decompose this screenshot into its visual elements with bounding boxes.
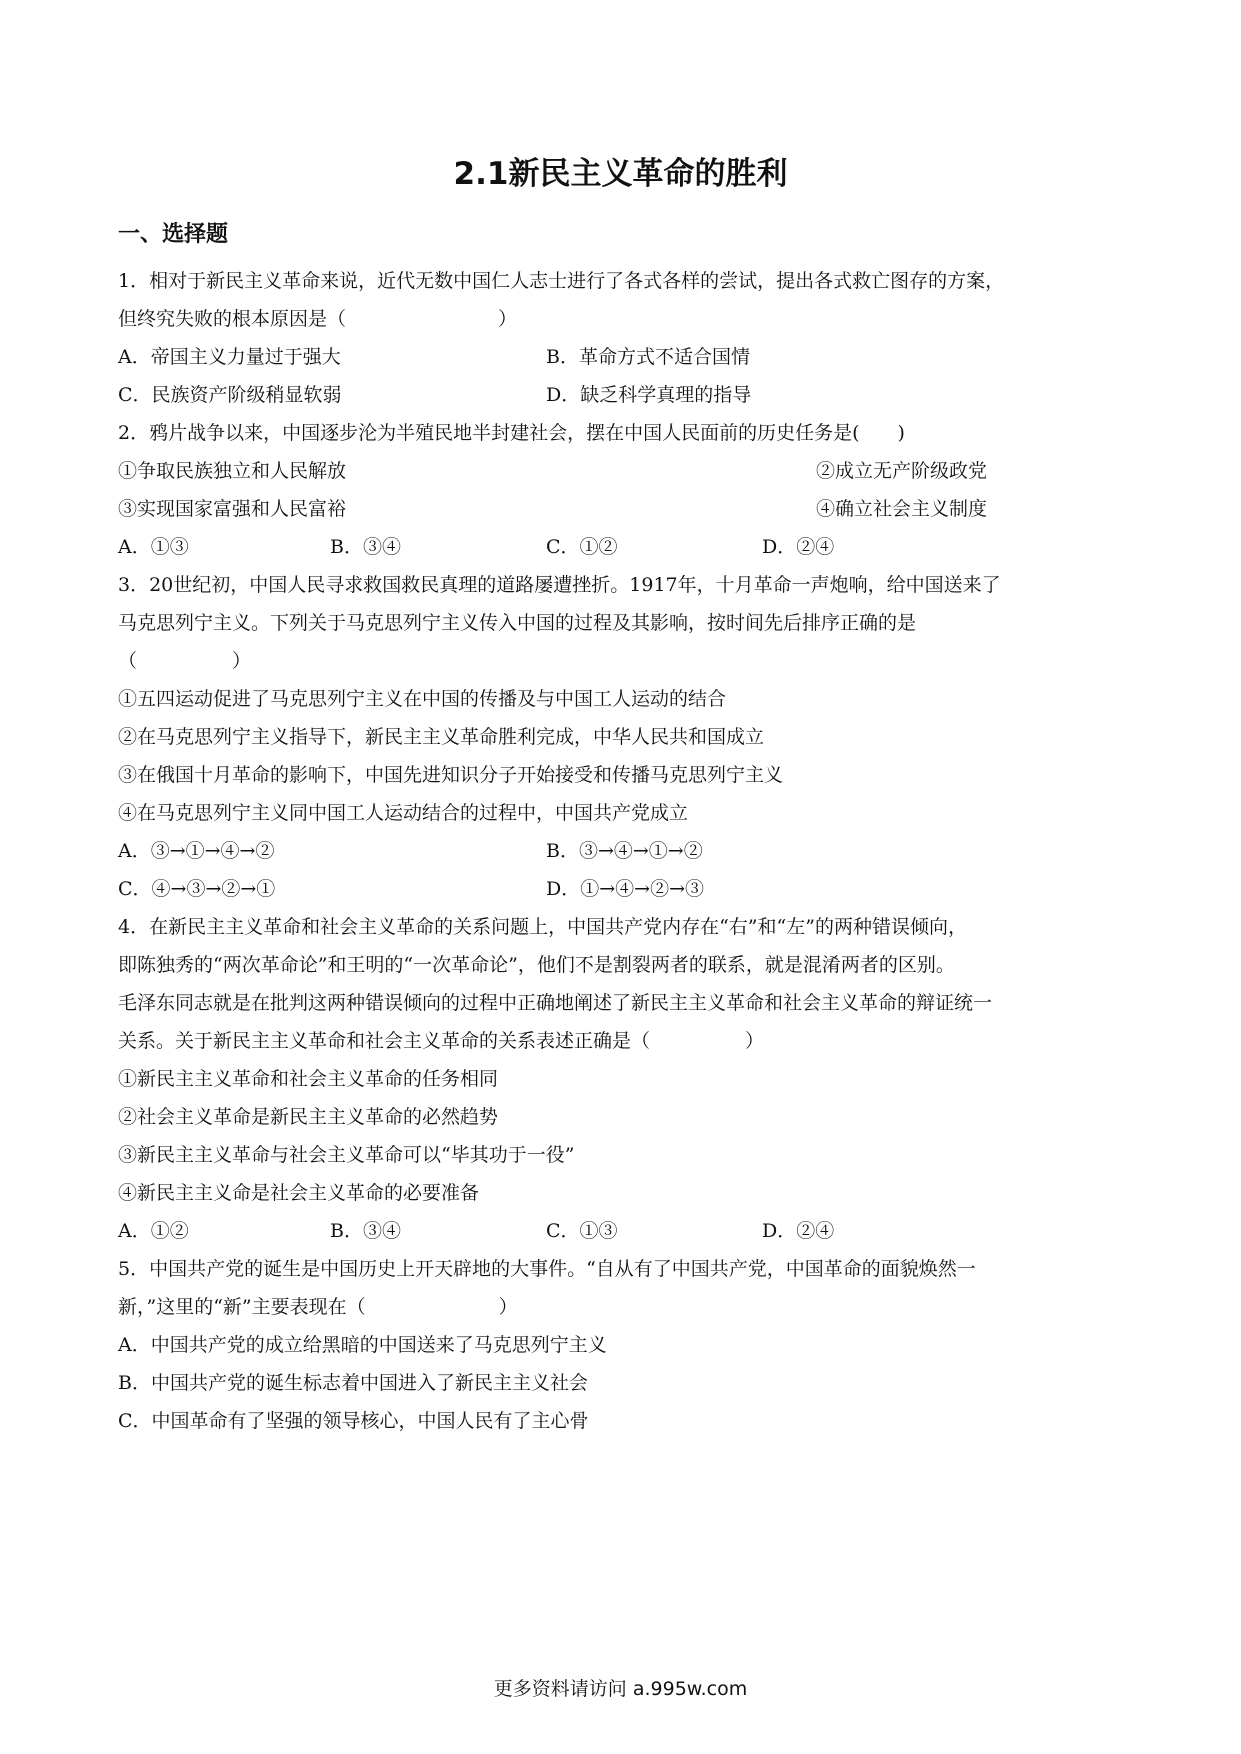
q3-item-3: ③在俄国十月革命的影响下，中国先进知识分子开始接受和传播马克思列宁主义: [118, 764, 784, 786]
q2-item-1: ①争取民族独立和人民解放: [118, 460, 347, 482]
q4-stem-line2: 即陈独秀的“两次革命论”和王明的“一次革命论”，他们不是割裂两者的联系，就是混淆两者的区别。: [118, 954, 955, 976]
q3-option-a: A．③→①→④→②: [118, 840, 275, 862]
q1-stem-line1: 1．相对于新民主义革命来说，近代无数中国仁人志士进行了各式各样的尝试，提出各式救亡图存的方案，: [118, 270, 1005, 292]
q3-option-b: B．③→④→①→②: [546, 840, 703, 862]
q4-option-c: C．①③: [546, 1220, 618, 1242]
q2-item-2: ②成立无产阶级政党: [816, 460, 988, 482]
q1-option-a: A．帝国主义力量过于强大: [118, 346, 341, 368]
q4-item-4: ④新民主主义命是社会主义革命的必要准备: [118, 1182, 480, 1204]
q3-stem-line3: （ ）: [118, 650, 252, 672]
q3-option-c: C．④→③→②→①: [118, 878, 276, 900]
q3-item-2: ②在马克思列宁主义指导下，新民主主义革命胜利完成，中华人民共和国成立: [118, 726, 765, 748]
section-heading: 一、选择题: [118, 222, 229, 247]
q4-stem-line4: 关系。关于新民主主义革命和社会主义革命的关系表述正确是（ ）: [118, 1030, 765, 1052]
q1-option-d: D．缺乏科学真理的指导: [546, 384, 752, 406]
q5-option-b: B．中国共产党的诞生标志着中国进入了新民主主义社会: [118, 1372, 588, 1394]
q2-item-3: ③实现国家富强和人民富裕: [118, 498, 347, 520]
page-title: 2.1新民主义革命的胜利: [453, 156, 788, 192]
q2-option-c: C．①②: [546, 536, 618, 558]
q2-stem: 2．鸦片战争以来，中国逐步沦为半殖民地半封建社会，摆在中国人民面前的历史任务是( ): [118, 422, 905, 444]
q3-item-1: ①五四运动促进了马克思列宁主义在中国的传播及与中国工人运动的结合: [118, 688, 727, 710]
q4-option-a: A．①②: [118, 1220, 189, 1242]
q2-item-4: ④确立社会主义制度: [816, 498, 988, 520]
q5-option-c: C．中国革命有了坚强的领导核心，中国人民有了主心骨: [118, 1410, 589, 1432]
q2-option-a: A．①③: [118, 536, 189, 558]
q1-option-b: B．革命方式不适合国情: [546, 346, 750, 368]
q3-stem-line2: 马克思列宁主义。下列关于马克思列宁主义传入中国的过程及其影响，按时间先后排序正确的是: [118, 612, 917, 634]
q4-option-d: D．②④: [762, 1220, 835, 1242]
q1-option-c: C．民族资产阶级稍显软弱: [118, 384, 342, 406]
q2-option-b: B．③④: [330, 536, 401, 558]
q4-stem-line1: 4．在新民主主义革命和社会主义革命的关系问题上，中国共产党内存在“右”和“左”的两种错误倾向，: [118, 916, 967, 938]
q3-item-4: ④在马克思列宁主义同中国工人运动结合的过程中，中国共产党成立: [118, 802, 689, 824]
q2-option-d: D．②④: [762, 536, 835, 558]
q4-item-1: ①新民主主义革命和社会主义革命的任务相同: [118, 1068, 499, 1090]
q1-stem-line2: 但终究失败的根本原因是（ ）: [118, 308, 518, 330]
q4-stem-line3: 毛泽东同志就是在批判这两种错误倾向的过程中正确地阐述了新民主主义革命和社会主义革命的辩证统一: [118, 992, 993, 1014]
q3-option-d: D．①→④→②→③: [546, 878, 704, 900]
q4-option-b: B．③④: [330, 1220, 401, 1242]
q4-item-2: ②社会主义革命是新民主主义革命的必然趋势: [118, 1106, 499, 1128]
q5-option-a: A．中国共产党的成立给黑暗的中国送来了马克思列宁主义: [118, 1334, 607, 1356]
q5-stem-line2: 新，”这里的“新”主要表现在（ ）: [118, 1296, 518, 1318]
footer-text: 更多资料请访问 a.995w.com: [493, 1678, 748, 1700]
q4-item-3: ③新民主主义革命与社会主义革命可以“毕其功于一役”: [118, 1144, 575, 1166]
q5-stem-line1: 5．中国共产党的诞生是中国历史上开天辟地的大事件。“自从有了中国共产党，中国革命的面貌焕然一: [118, 1258, 976, 1280]
q3-stem-line1: 3．20世纪初，中国人民寻求救国救民真理的道路屡遭挫折。1917年，十月革命一声炮响，给中国送来了: [118, 574, 1001, 596]
